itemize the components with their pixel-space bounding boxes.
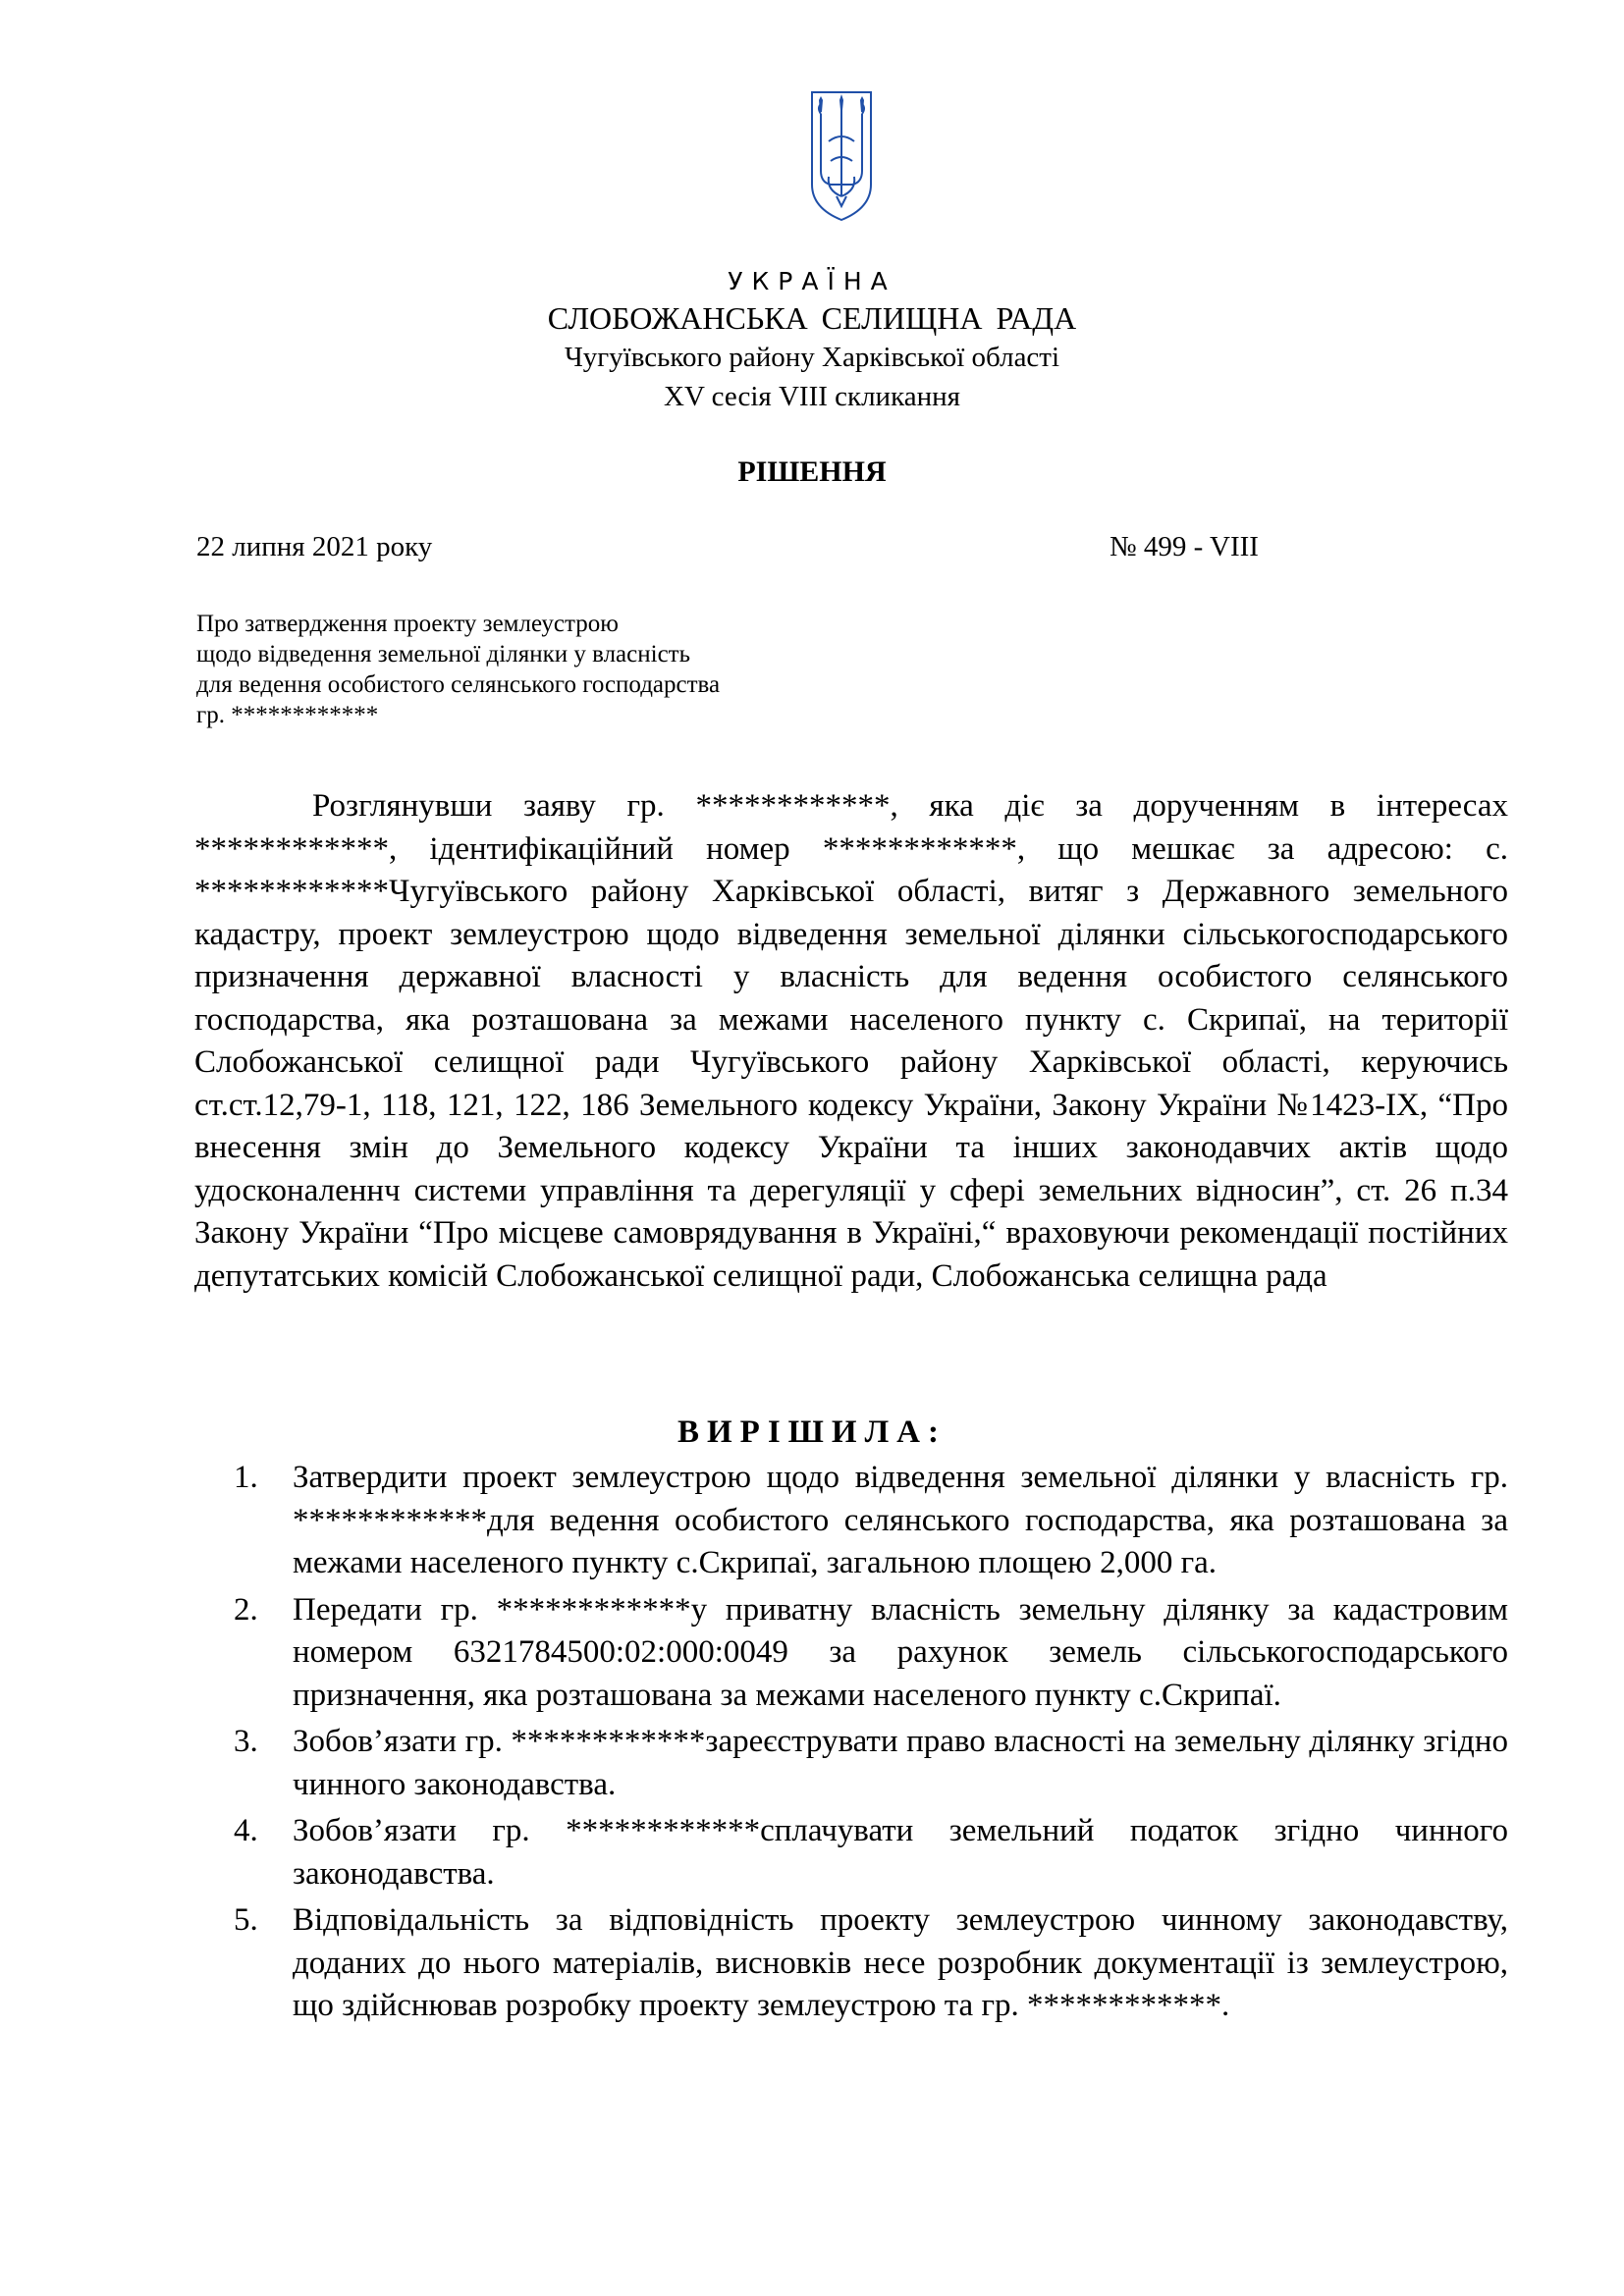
subject-line: гр. ************ [196, 702, 379, 728]
subject-line: Про затвердження проекту землеустрою [196, 611, 619, 637]
district-name: Чугуївського району Харківської області [564, 342, 1060, 373]
resolution-item [234, 1589, 1508, 1718]
item-number: 5. [234, 1902, 258, 1938]
item-number: 3. [234, 1724, 258, 1759]
decision-number: № 499 - VIII [1110, 531, 1259, 562]
subject-line: щодо відведення земельної ділянки у власність [196, 641, 690, 667]
item-number: 4. [234, 1813, 258, 1848]
item-number: 2. [234, 1591, 258, 1628]
resolution-items [234, 1457, 1508, 2032]
item-number: 1. [234, 1460, 258, 1495]
document-type-title: РІШЕННЯ [737, 455, 887, 488]
trident-coat-of-arms-icon [807, 86, 876, 224]
preamble-paragraph: Розглянувши заяву гр. ************, яка діє за дорученням в інтересах ************, ідентифікаційний номер ************, що мешкає за адресою: с. ************Чугуївського району Харківської області, витяг з Державного земельного кадастру, проект землеустрою щодо відведення земельної ділянки сільськогосподарського призначення державної власності у власність для ведення особистого селянського господарства, яка розташована за межами населеного пункту с. Скрипаї, на території Слобожанської селищної ради Чугуївського району Харківської області, керуючись ст.ст.12,79-1, 118, 121, 122, 186 Земельного кодексу України, Закону України №1423-IX, “Про внесення змін до Земельного кодексу України та інших законодавчих актів щодо удосконаленнч системи управління та дерегуляції у сфері земельних відносин”, ст. 26 п.34 Закону України “Про місцеве самоврядування в Україні,“ враховуючи рекомендації постійних депутатських комісій Слобожанської селищної ради, Слобожанська селищна рада [194, 788, 1508, 1294]
subject-line: для ведення особистого селянського господарства [196, 671, 721, 698]
item-text: Передати гр. ************у приватну власність земельну ділянку за кадастровим номером 6321784500:02:000:0049 за рахунок земель сільськогосподарського призначення, яка розташована за межами населеного пункту с.Скрипаї. [293, 1591, 1508, 1713]
country-name: УКРАЇНА [728, 267, 896, 295]
item-text: Затвердити проект землеустрою щодо відведення земельної ділянки у власність гр. ************для ведення особистого селянського господарства, яка розташована за межами населеного пункту с.Скрипаї, загальною площею 2,000 га. [293, 1460, 1508, 1580]
item-text: Зобов’язати гр. ************сплачувати земельний податок згідно чинного законодавства. [293, 1813, 1508, 1892]
council-name: СЛОБОЖАНСЬКА СЕЛИЩНА РАДА [547, 300, 1077, 336]
resolution-item [234, 1810, 1508, 1896]
resolved-heading: ВИРІШИЛА: [677, 1415, 947, 1450]
item-text: Зобов’язати гр. ************зареєструвати право власності на земельну ділянку згідно чинного законодавства. [293, 1724, 1508, 1802]
resolution-item [234, 1899, 1508, 2028]
item-text: Відповідальність за відповідність проекту землеустрою чинному законодавству, доданих до нього матеріалів, висновків несе розробник документації із землеустрою, що здійснював розробку проекту землеустрою та гр. ************. [293, 1902, 1508, 2023]
resolution-item [234, 1721, 1508, 1806]
decision-date: 22 липня 2021 року [196, 531, 433, 562]
decision-subject [196, 609, 720, 730]
session-info: XV сесія VIII скликання [664, 381, 960, 412]
resolution-item [234, 1457, 1508, 1585]
